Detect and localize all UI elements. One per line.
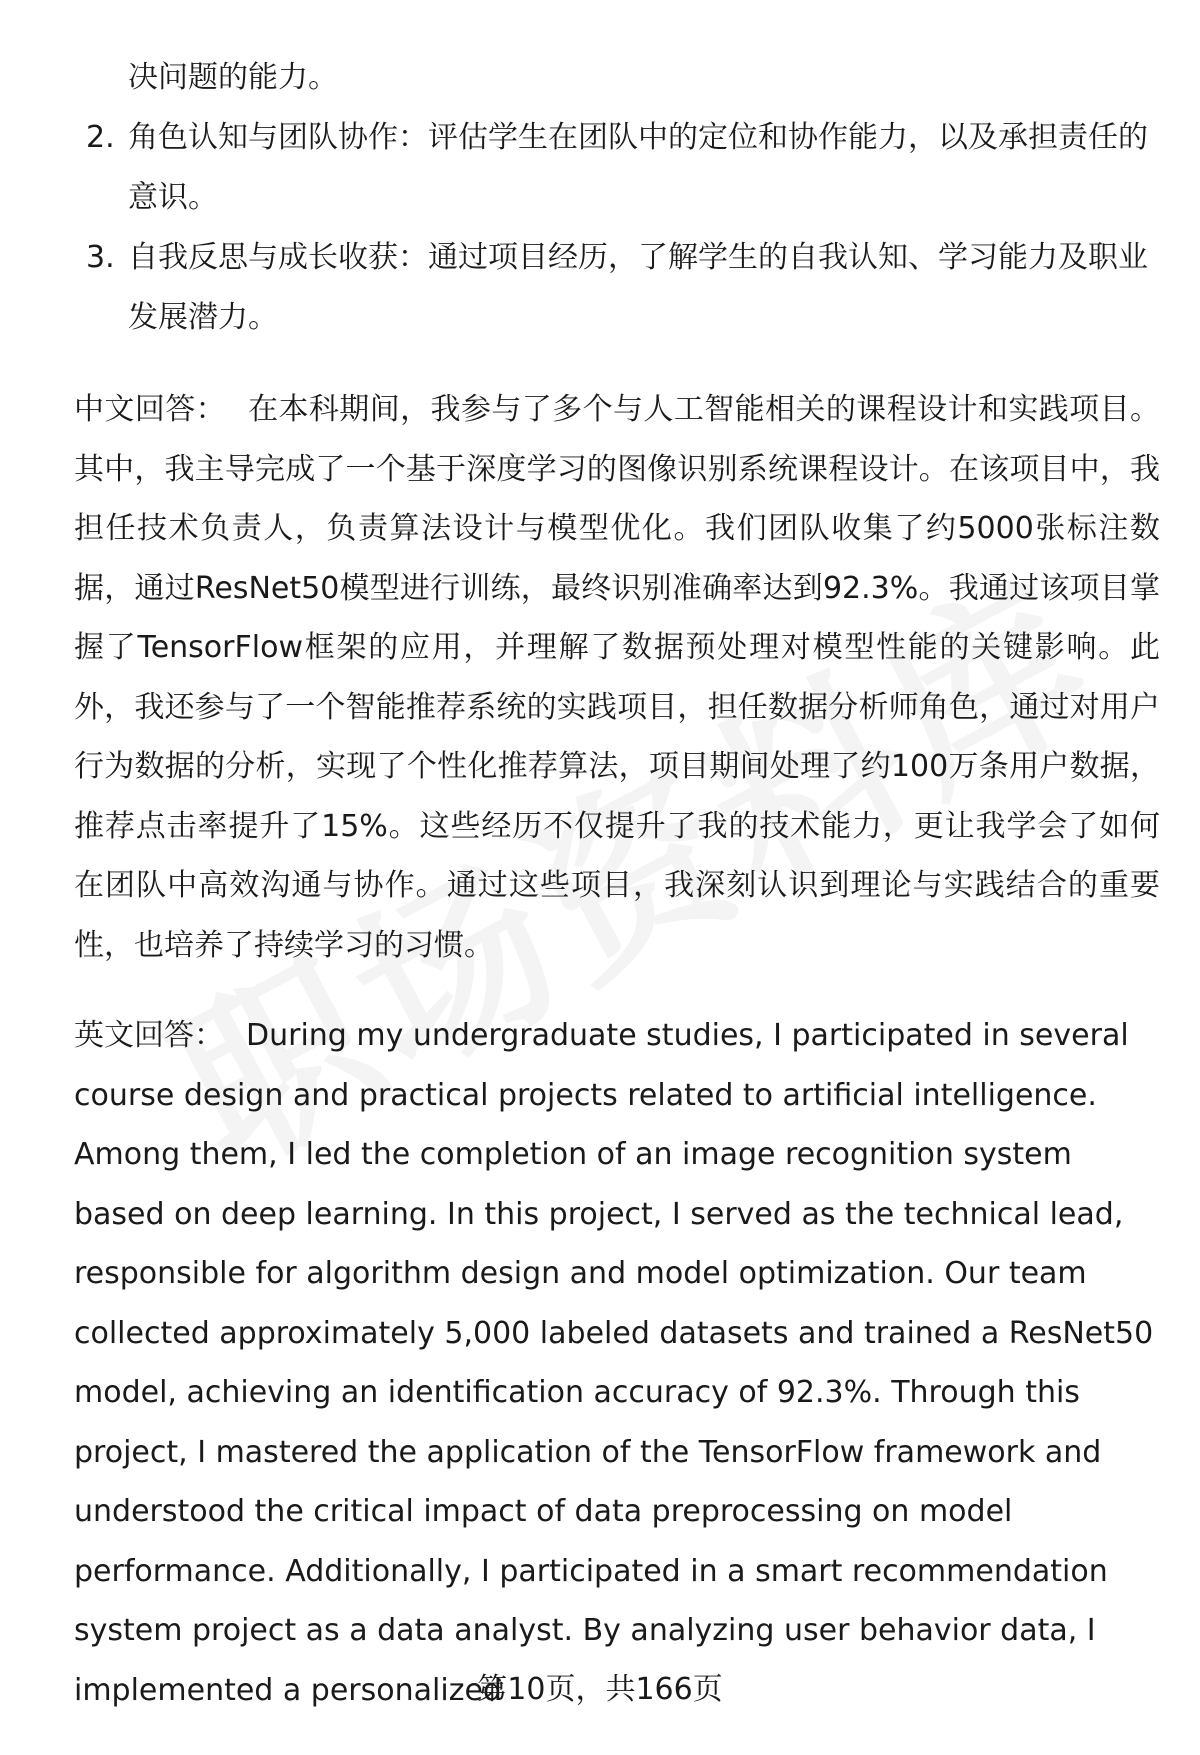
- chinese-answer-paragraph: [74, 380, 1160, 975]
- list-item: [70, 228, 1150, 348]
- list-item-text: 自我反思与成长收获：通过项目经历，了解学生的自我认知、学习能力及职业发展潜力。: [128, 240, 1148, 335]
- list-item-text: 角色认知与团队协作：评估学生在团队中的定位和协作能力，以及承担责任的意识。: [128, 120, 1148, 215]
- english-answer-paragraph: [74, 1006, 1160, 1720]
- list-item: [70, 108, 1150, 228]
- chinese-answer-text: 在本科期间，我参与了多个与人工智能相关的课程设计和实践项目。其中，我主导完成了一个基于深度学习的图像识别系统课程设计。在该项目中，我担任技术负责人，负责算法设计与模型优化。我们团队收集了约5000张标注数据，通过ResNet50模型进行训练，最终识别准确率达到92.3%。我通过该项目掌握了TensorFlow框架的应用，并理解了数据预处理对模型性能的关键影响。此外，我还参与了一个智能推荐系统的实践项目，担任数据分析师角色，通过对用户行为数据的分析，实现了个性化推荐算法，项目期间处理了约100万条用户数据，推荐点击率提升了15%。这些经历不仅提升了我的技术能力，更让我学会了如何在团队中高效沟通与协作。通过这些项目，我深刻认识到理论与实践结合的重要性，也培养了持续学习的习惯。: [74, 392, 1161, 963]
- page-number-footer: 第10页，共166页: [477, 1672, 723, 1707]
- chinese-answer-label: 中文回答：: [74, 392, 227, 427]
- list-item-continuation: 决问题的能力。: [128, 60, 338, 95]
- list-item-number: 3.: [86, 240, 115, 275]
- criteria-list: [70, 48, 1150, 348]
- english-answer-label: 英文回答：: [74, 1018, 224, 1053]
- english-answer-text: During my undergraduate studies, I participated in several course design and practical projects related to artificial intelligence. Among them, I led the completion of an image recognition system based on deep learning. In this project, I served as the technical lead, responsible for algorithm design and model optimization. Our team collected approximately 5,000 labeled datasets and trained a ResNet50 model, achieving an identification accuracy of 92.3%. Through this project, I mastered the application of the TensorFlow framework and understood the critical impact of data preprocessing on model performance. Additionally, I participated in a smart recommendation system project as a data analyst. By analyzing user behavior data, I implemented a personalized: [74, 1018, 1154, 1708]
- list-item-number: 2.: [86, 120, 115, 155]
